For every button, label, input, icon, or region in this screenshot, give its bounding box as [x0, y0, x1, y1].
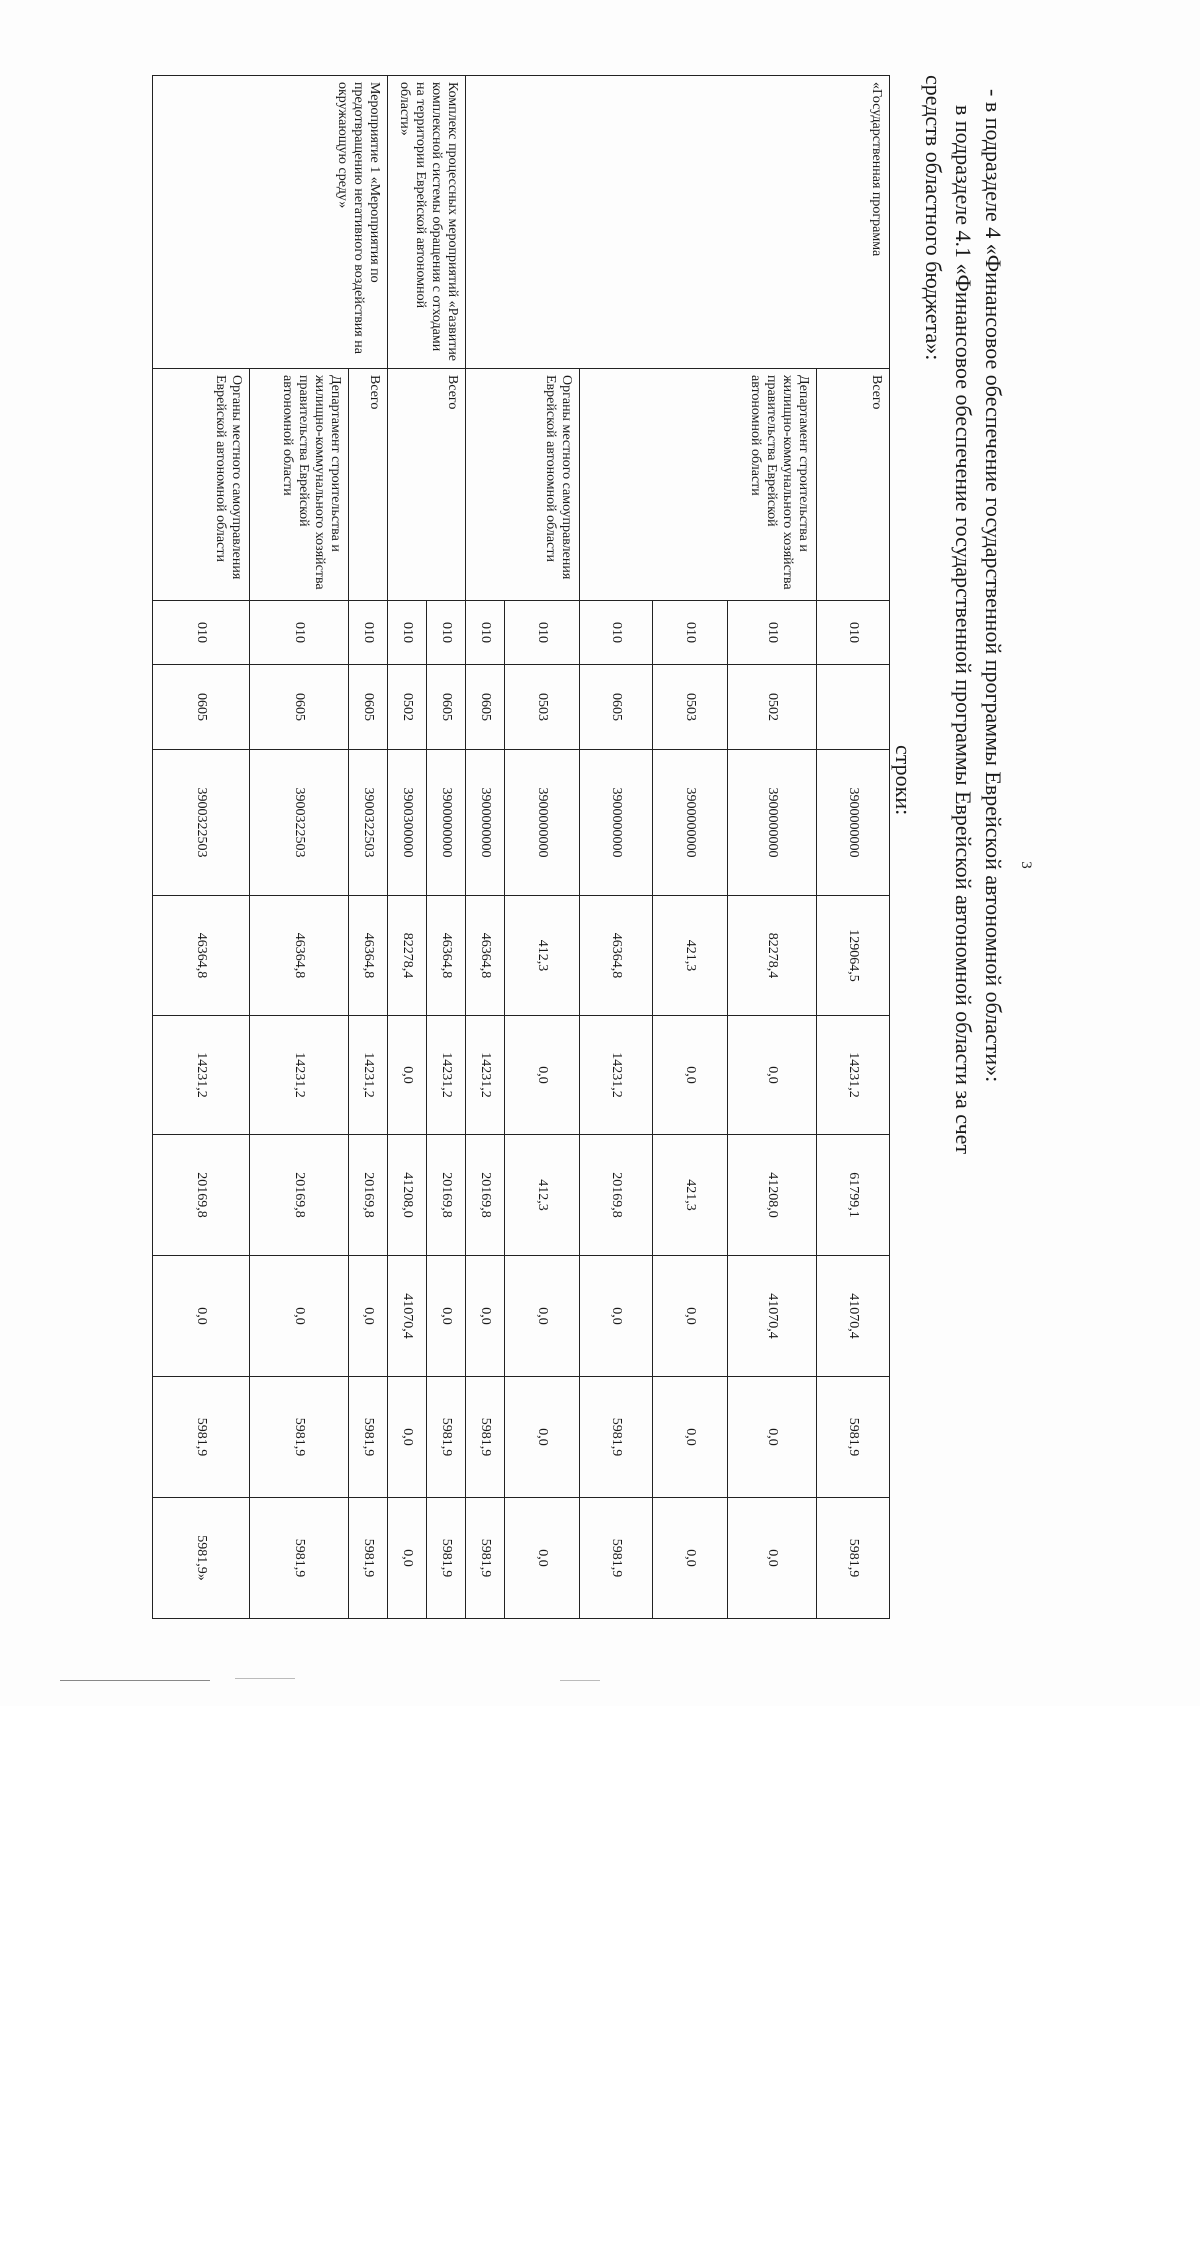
- value-cell: 0,0: [466, 1256, 505, 1377]
- value-cell: 20169,8: [349, 1135, 388, 1256]
- heading-line-3: средств областного бюджета»:: [921, 75, 946, 361]
- value-cell: 46364,8: [153, 896, 250, 1016]
- value-cell: 14231,2: [349, 1016, 388, 1135]
- heading-line-4: строки:: [891, 745, 916, 816]
- code-cell: 0605: [466, 665, 505, 750]
- value-cell: 5981,9: [250, 1377, 349, 1498]
- org-cell: Всего: [817, 369, 890, 601]
- value-cell: 5981,9: [466, 1498, 505, 1619]
- code-cell: 010: [817, 601, 890, 665]
- measure-name-cell: Мероприятие 1 «Мероприятия по предотвращению негативного воздействия на окружающую среду»: [153, 76, 388, 369]
- value-cell: 5981,9: [580, 1498, 653, 1619]
- value-cell: 82278,4: [728, 896, 817, 1016]
- org-cell: Департамент строительства и жилищно-коммунального хозяйства правительства Еврейской автономной области: [580, 369, 817, 601]
- value-cell: 421,3: [653, 1135, 728, 1256]
- value-cell: 0,0: [153, 1256, 250, 1377]
- code-cell: 0503: [505, 665, 580, 750]
- value-cell: 0,0: [388, 1016, 427, 1135]
- value-cell: 412,3: [505, 896, 580, 1016]
- code-cell: 010: [466, 601, 505, 665]
- complex-name-cell: Комплекс процессных мероприятий «Развитие комплексной системы обращения с отходами на территории Еврейской автономной области»: [388, 76, 466, 369]
- value-cell: 14231,2: [153, 1016, 250, 1135]
- org-cell: Всего: [349, 369, 388, 601]
- code-cell: 3900322503: [153, 750, 250, 896]
- value-cell: 41070,4: [728, 1256, 817, 1377]
- table-row: [349, 76, 388, 1619]
- value-cell: 14231,2: [466, 1016, 505, 1135]
- org-cell: Органы местного самоуправления Еврейской автономной области: [466, 369, 580, 601]
- code-cell: 3900000000: [728, 750, 817, 896]
- code-cell: 010: [153, 601, 250, 665]
- value-cell: 82278,4: [388, 896, 427, 1016]
- value-cell: 46364,8: [427, 896, 466, 1016]
- value-cell: 0,0: [728, 1377, 817, 1498]
- code-cell: 3900000000: [427, 750, 466, 896]
- rotated-document: [180, 75, 1040, 1655]
- value-cell: 421,3: [653, 896, 728, 1016]
- value-cell: 20169,8: [153, 1135, 250, 1256]
- value-cell: 129064,5: [817, 896, 890, 1016]
- value-cell: 20169,8: [427, 1135, 466, 1256]
- value-cell: 20169,8: [466, 1135, 505, 1256]
- value-cell: 46364,8: [250, 896, 349, 1016]
- code-cell: 3900322503: [349, 750, 388, 896]
- code-cell: 0605: [349, 665, 388, 750]
- value-cell: 5981,9: [466, 1377, 505, 1498]
- code-cell: 0605: [153, 665, 250, 750]
- value-cell: 0,0: [505, 1498, 580, 1619]
- value-cell: 0,0: [505, 1377, 580, 1498]
- value-cell: 5981,9: [817, 1498, 890, 1619]
- value-cell: 46364,8: [466, 896, 505, 1016]
- code-cell: 010: [580, 601, 653, 665]
- value-cell: 0,0: [653, 1498, 728, 1619]
- value-cell: 0,0: [653, 1377, 728, 1498]
- value-cell: 41208,0: [388, 1135, 427, 1256]
- value-cell: 5981,9: [817, 1377, 890, 1498]
- value-cell: 14231,2: [580, 1016, 653, 1135]
- value-cell: 14231,2: [427, 1016, 466, 1135]
- value-cell: 412,3: [505, 1135, 580, 1256]
- value-cell: 61799,1: [817, 1135, 890, 1256]
- code-cell: 0605: [250, 665, 349, 750]
- value-cell: 0,0: [250, 1256, 349, 1377]
- value-cell: 0,0: [388, 1377, 427, 1498]
- code-cell: [817, 665, 890, 750]
- value-cell: 41070,4: [817, 1256, 890, 1377]
- value-cell: 0,0: [653, 1256, 728, 1377]
- value-cell: 0,0: [388, 1498, 427, 1619]
- value-cell: 0,0: [728, 1016, 817, 1135]
- value-cell: 0,0: [349, 1256, 388, 1377]
- value-cell: 41070,4: [388, 1256, 427, 1377]
- value-cell: 5981,9: [250, 1498, 349, 1619]
- org-cell: Всего: [388, 369, 466, 601]
- org-cell: Органы местного самоуправления Еврейской автономной области: [153, 369, 250, 601]
- value-cell: 0,0: [580, 1256, 653, 1377]
- code-cell: 3900322503: [250, 750, 349, 896]
- code-cell: 010: [349, 601, 388, 665]
- value-cell: 20169,8: [580, 1135, 653, 1256]
- code-cell: 010: [427, 601, 466, 665]
- value-cell: 41208,0: [728, 1135, 817, 1256]
- value-cell: 20169,8: [250, 1135, 349, 1256]
- code-cell: 010: [505, 601, 580, 665]
- code-cell: 3900000000: [466, 750, 505, 896]
- finance-table: [152, 75, 890, 1618]
- code-cell: 0503: [653, 665, 728, 750]
- code-cell: 010: [250, 601, 349, 665]
- value-cell: 0,0: [505, 1256, 580, 1377]
- code-cell: 0502: [388, 665, 427, 750]
- value-cell: 0,0: [728, 1498, 817, 1619]
- value-cell: 5981,9: [580, 1377, 653, 1498]
- value-cell: 0,0: [653, 1016, 728, 1135]
- scan-edge-marks: [0, 1672, 1200, 1706]
- code-cell: 010: [653, 601, 728, 665]
- program-name-cell: «Государственная программа: [466, 76, 890, 369]
- table-row: [817, 76, 890, 1619]
- value-cell: 5981,9»: [153, 1498, 250, 1619]
- heading-line-1: - в подразделе 4 «Финансовое обеспечение государственной программы Еврейской автономной области»:: [981, 89, 1006, 1083]
- code-cell: 3900000000: [653, 750, 728, 896]
- value-cell: 5981,9: [427, 1498, 466, 1619]
- code-cell: 3900000000: [580, 750, 653, 896]
- value-cell: 14231,2: [817, 1016, 890, 1135]
- code-cell: 0605: [427, 665, 466, 750]
- value-cell: 0,0: [427, 1256, 466, 1377]
- code-cell: 0502: [728, 665, 817, 750]
- code-cell: 010: [728, 601, 817, 665]
- heading-line-2: в подразделе 4.1 «Финансовое обеспечение государственной программы Еврейской автономной области за счет: [951, 105, 976, 1155]
- page-number: 3: [1018, 861, 1034, 869]
- value-cell: 0,0: [505, 1016, 580, 1135]
- value-cell: 5981,9: [153, 1377, 250, 1498]
- value-cell: 5981,9: [349, 1498, 388, 1619]
- value-cell: 5981,9: [427, 1377, 466, 1498]
- value-cell: 46364,8: [349, 896, 388, 1016]
- code-cell: 0605: [580, 665, 653, 750]
- value-cell: 14231,2: [250, 1016, 349, 1135]
- value-cell: 5981,9: [349, 1377, 388, 1498]
- org-cell: Департамент строительства и жилищно-коммунального хозяйства правительства Еврейской автономной области: [250, 369, 349, 601]
- code-cell: 3900300000: [388, 750, 427, 896]
- table-row: [427, 76, 466, 1619]
- value-cell: 46364,8: [580, 896, 653, 1016]
- code-cell: 010: [388, 601, 427, 665]
- code-cell: 3900000000: [505, 750, 580, 896]
- code-cell: 3900000000: [817, 750, 890, 896]
